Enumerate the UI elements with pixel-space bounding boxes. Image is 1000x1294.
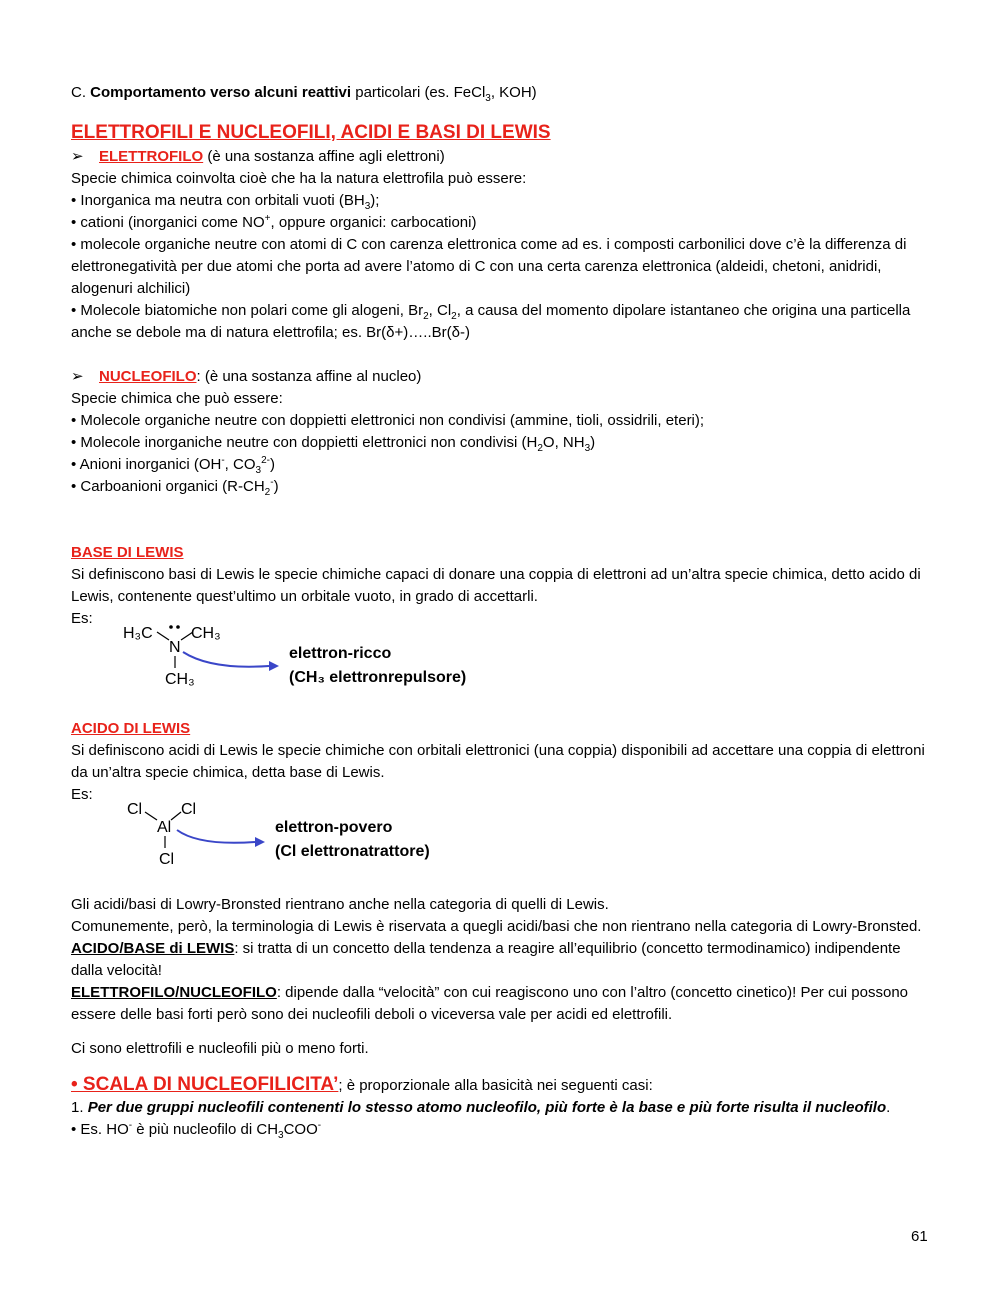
fig-n: N bbox=[169, 639, 181, 656]
lowry-p4 bbox=[71, 982, 931, 1026]
nucleofilo-heading bbox=[71, 366, 931, 388]
text-span: . bbox=[886, 1099, 891, 1116]
lone-pair-dot bbox=[169, 625, 173, 629]
subscript: 2 bbox=[451, 311, 457, 322]
electron-arrow bbox=[183, 652, 269, 667]
elettrofilo-heading bbox=[71, 146, 931, 168]
nucleofilo-lead: Specie chimica che può essere: bbox=[71, 390, 283, 407]
text-span: • Anioni inorganici (OH bbox=[71, 456, 222, 473]
acido-lewis-title: ACIDO DI LEWIS bbox=[71, 720, 191, 737]
superscript: + bbox=[264, 213, 271, 224]
trimethylamine-diagram bbox=[119, 610, 471, 692]
fig-h3c: H₃C bbox=[123, 625, 153, 642]
subscript: 2 bbox=[423, 311, 429, 322]
text-span: è più nucleofilo di CH bbox=[132, 1121, 279, 1138]
fig-label-1: elettron-povero bbox=[275, 819, 393, 836]
scala-item-1 bbox=[71, 1097, 931, 1119]
lowry-p3 bbox=[71, 938, 931, 982]
text-span: • Molecole biatomiche non polari come gli alogeni, Br bbox=[71, 302, 424, 319]
arrow-bullet-icon: ➢ bbox=[71, 148, 84, 165]
nucleofilo-label: NUCLEOFILO bbox=[99, 368, 197, 385]
acido-base-lewis-label: ACIDO/BASE di LEWIS bbox=[71, 940, 235, 957]
bond-line bbox=[171, 812, 181, 820]
intro-bold: Comportamento verso alcuni reattivi bbox=[90, 84, 352, 101]
text-span: COO bbox=[283, 1121, 318, 1138]
page-number: 61 bbox=[911, 1228, 928, 1245]
text-span: ) bbox=[273, 478, 279, 495]
text-span: ); bbox=[370, 192, 380, 209]
subscript: 2 bbox=[264, 487, 271, 498]
section-title: ELETTROFILI E NUCLEOFILI, ACIDI E BASI DI LEWIS bbox=[71, 122, 551, 143]
text-span: • cationi (inorganici come NO bbox=[71, 214, 265, 231]
superscript: - bbox=[270, 477, 274, 488]
fig-cl-right: Cl bbox=[181, 801, 197, 818]
fig-cl-bottom: Cl bbox=[159, 851, 175, 868]
base-lewis-es: Es: bbox=[71, 610, 93, 627]
text-span: : si tratta di un concetto della tendenza a reagire all’equilibrio (concetto termodinamico) indipendente dalla velocità! bbox=[71, 940, 901, 979]
superscript: - bbox=[128, 1120, 133, 1131]
acido-lewis-text: Si definiscono acidi di Lewis le specie chimiche con orbitali elettronici (una coppia) disponibili ad accettare una coppia di elettroni da un’altra specie chimica, detta base di Lewis. bbox=[71, 742, 925, 781]
text-span: • Carboanioni organici (R-CH bbox=[71, 478, 265, 495]
base-lewis-title: BASE DI LEWIS bbox=[71, 544, 184, 561]
subscript: 3 bbox=[364, 201, 371, 212]
nucleofilo-bullet-2 bbox=[71, 432, 931, 454]
elettrofilo-desc: (è una sostanza affine agli elettroni) bbox=[203, 148, 445, 165]
arrow-head-icon bbox=[269, 661, 279, 671]
base-lewis-text: Si definiscono basi di Lewis le specie chimiche capaci di donare una coppia di elettroni ad un’altra specie chimica, detto acido di Lewis, contenente quest’ultimo un orbitale vuoto, in grado di accettarli. bbox=[71, 566, 921, 605]
text-span: : dipende dalla “velocità” con cui reagiscono uno con l’altro (concetto cinetico)! Per cui possono essere delle basi forti però sono dei nucleofili deboli o viceversa vale per acidi ed elettrofili. bbox=[71, 984, 909, 1023]
text-span: , a causa del momento dipolare istantaneo che origina una particella anche se debole ma di natura elettrofila; es. Br(δ+)…..Br(δ-) bbox=[71, 302, 911, 341]
scala-rest: ; è proporzionale alla basicità nei seguenti casi: bbox=[338, 1077, 653, 1094]
text-span: • Es. HO bbox=[71, 1121, 129, 1138]
subscript: 3 bbox=[278, 1130, 284, 1141]
fig-al: Al bbox=[157, 819, 172, 836]
superscript: - bbox=[221, 455, 225, 466]
item-number: 1. bbox=[71, 1099, 88, 1116]
intro-line bbox=[71, 82, 931, 104]
subscript: 3 bbox=[255, 465, 262, 476]
arrow-bullet-icon: ➢ bbox=[71, 368, 84, 385]
text-span: , oppure organici: carbocationi) bbox=[270, 214, 477, 231]
acido-lewis-figure bbox=[119, 794, 931, 874]
fig-label-2: (CH₃ elettronrepulsore) bbox=[289, 669, 467, 686]
text-span: • Inorganica ma neutra con orbitali vuoti (BH bbox=[71, 192, 365, 209]
elettrofilo-nucleofilo-label: ELETTROFILO/NUCLEOFILO bbox=[71, 984, 277, 1001]
text-span: O, NH bbox=[542, 434, 585, 451]
superscript: - bbox=[317, 1120, 322, 1131]
bond-line bbox=[145, 812, 157, 820]
subscript: 3 bbox=[584, 443, 591, 454]
text-span: , CO bbox=[224, 456, 256, 473]
intro-tail: , KOH) bbox=[490, 84, 537, 101]
bond-line bbox=[157, 632, 169, 640]
elettrofilo-lead: Specie chimica coinvolta cioè che ha la natura elettrofila può essere: bbox=[71, 170, 527, 187]
intro-sub: 3 bbox=[485, 93, 491, 104]
fig-ch3-right: CH₃ bbox=[191, 625, 221, 642]
nucleofilo-desc: : (è una sostanza affine al nucleo) bbox=[196, 368, 422, 385]
nucleofilo-bullet-3 bbox=[71, 454, 931, 476]
scala-title: • SCALA DI NUCLEOFILICITA’ bbox=[71, 1074, 339, 1095]
fig-ch3-bottom: CH₃ bbox=[165, 671, 195, 688]
arrow-head-icon bbox=[255, 837, 265, 847]
intro-rest: particolari (es. FeCl bbox=[351, 84, 486, 101]
text-span: ) bbox=[590, 434, 596, 451]
item-text: Per due gruppi nucleofili contenenti lo stesso atomo nucleofilo, più forte è la base e più forte risulta il nucleofilo bbox=[87, 1099, 887, 1116]
nucleofilo-bullet-1: • Molecole organiche neutre con doppietti elettronici non condivisi (ammine, tioli, ossidrili, eteri); bbox=[71, 412, 705, 429]
fig-label-2: (Cl elettronatrattore) bbox=[275, 843, 430, 860]
fig-cl-left: Cl bbox=[127, 801, 143, 818]
acido-lewis-es: Es: bbox=[71, 786, 93, 803]
electron-arrow bbox=[177, 830, 255, 843]
lowry-p1: Gli acidi/basi di Lowry-Bronsted rientrano anche nella categoria di quelli di Lewis. bbox=[71, 896, 609, 913]
elettrofilo-bullet-1 bbox=[71, 190, 931, 212]
superscript: 2- bbox=[261, 455, 270, 466]
aluminium-chloride-diagram bbox=[119, 794, 439, 874]
elettrofilo-bullet-3: • molecole organiche neutre con atomi di C con carenza elettronica come ad es. i composti carbonilici dove c’è la differenza di elettronegatività per due atomi che porta ad avere l’atomo di C con una certa carenza elettronica (aldeidi, chetoni, anidridi, alogenuri alchilici) bbox=[71, 236, 907, 297]
text-span: • Molecole inorganiche neutre con doppietti elettronici non condivisi (H bbox=[71, 434, 538, 451]
elettrofilo-bullet-2 bbox=[71, 212, 931, 234]
lowry-p2: Comunemente, però, la terminologia di Lewis è riservata a quegli acidi/basi che non rientrano nella categoria di Lowry-Bronsted. bbox=[71, 918, 922, 935]
nucleofilo-bullet-4 bbox=[71, 476, 931, 498]
lone-pair-dot bbox=[176, 625, 180, 629]
scala-example bbox=[71, 1119, 931, 1141]
fig-label-1: elettron-ricco bbox=[289, 645, 392, 662]
lowry-p5: Ci sono elettrofili e nucleofili più o meno forti. bbox=[71, 1040, 369, 1057]
base-lewis-figure bbox=[119, 610, 931, 692]
document-page bbox=[71, 82, 931, 1141]
intro-prefix: C. bbox=[71, 84, 91, 101]
elettrofilo-bullet-4 bbox=[71, 300, 931, 344]
text-span: , Cl bbox=[428, 302, 452, 319]
elettrofilo-label: ELETTROFILO bbox=[99, 148, 204, 165]
subscript: 2 bbox=[537, 443, 543, 454]
text-span: ) bbox=[269, 456, 275, 473]
scala-heading bbox=[71, 1074, 931, 1097]
